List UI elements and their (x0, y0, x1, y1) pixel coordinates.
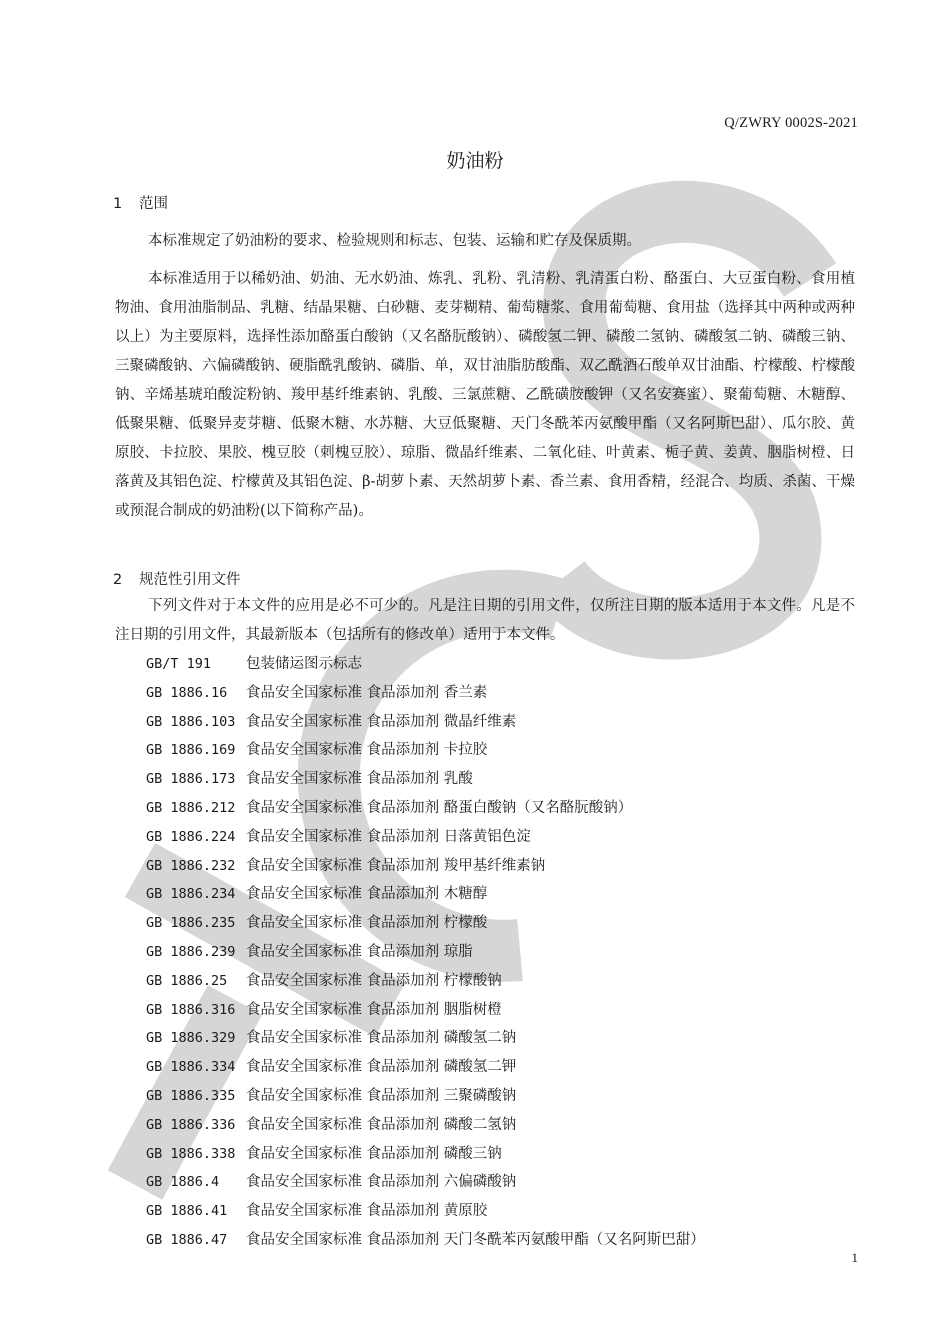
list-item (146, 679, 705, 708)
section-title: 范围 (139, 196, 168, 212)
section-heading-scope (113, 192, 168, 213)
list-item (146, 765, 705, 794)
reference-code: GB 1886.25 (146, 972, 228, 989)
section-number: 1 (113, 196, 123, 212)
reference-title: 食品安全国家标准 食品添加剂 乳酸 (246, 771, 473, 788)
reference-title: 食品安全国家标准 食品添加剂 天门冬酰苯丙氨酸甲酯（又名阿斯巴甜） (246, 1231, 705, 1248)
reference-code: GB 1886.41 (146, 1203, 228, 1220)
list-item (146, 967, 705, 996)
reference-code: GB 1886.4 (146, 1174, 220, 1191)
reference-code: GB 1886.336 (146, 1116, 236, 1133)
reference-title: 食品安全国家标准 食品添加剂 羧甲基纤维素钠 (246, 857, 546, 874)
list-item (146, 938, 705, 967)
reference-code: GB 1886.173 (146, 771, 236, 788)
reference-code: GB 1886.335 (146, 1087, 236, 1104)
reference-code: GB 1886.338 (146, 1145, 236, 1162)
reference-title: 食品安全国家标准 食品添加剂 六偏磷酸钠 (246, 1174, 517, 1191)
list-item (146, 1111, 705, 1140)
reference-title: 食品安全国家标准 食品添加剂 微晶纤维素 (246, 713, 517, 730)
reference-title: 食品安全国家标准 食品添加剂 日落黄铝色淀 (246, 828, 531, 845)
reference-title: 包装储运图示标志 (246, 656, 362, 672)
list-item (146, 823, 705, 852)
list-item (146, 852, 705, 881)
list-item (146, 1197, 705, 1226)
list-item (146, 736, 705, 765)
reference-title: 食品安全国家标准 食品添加剂 卡拉胶 (246, 742, 488, 759)
scope-paragraph-1: 本标准规定了奶油粉的要求、检验规则和标志、包装、运输和贮存及保质期。 (148, 233, 641, 249)
reference-code: GB 1886.334 (146, 1059, 236, 1076)
section-title: 规范性引用文件 (139, 572, 241, 588)
reference-code: GB 1886.224 (146, 828, 236, 845)
list-item (146, 1140, 705, 1169)
list-item (146, 1024, 705, 1053)
list-item (146, 1226, 705, 1255)
list-item (146, 650, 705, 679)
list-item (146, 1082, 705, 1111)
reference-title: 食品安全国家标准 食品添加剂 三聚磷酸钠 (246, 1087, 517, 1104)
section-number: 2 (113, 572, 123, 588)
reference-title: 食品安全国家标准 食品添加剂 黄原胶 (246, 1203, 488, 1220)
list-item (146, 1053, 705, 1082)
page-number: 1 (851, 1250, 858, 1265)
reference-list (146, 650, 705, 1255)
reference-code: GB 1886.232 (146, 857, 236, 874)
reference-title: 食品安全国家标准 食品添加剂 柠檬酸钠 (246, 972, 502, 989)
reference-code: GB 1886.103 (146, 713, 236, 730)
standard-code: Q/ZWRY 0002S-2021 (724, 115, 858, 131)
list-item (146, 708, 705, 737)
references-intro-paragraph: 下列文件对于本文件的应用是必不可少的。凡是注日期的引用文件，仅所注日期的版本适用于本文件。凡是不注日期的引用文件，其最新版本（包括所有的修改单）适用于本文件。 (115, 598, 855, 643)
reference-code: GB/T 191 (146, 656, 212, 672)
reference-code: GB 1886.16 (146, 684, 228, 701)
page-title: 奶油粉 (446, 150, 504, 172)
reference-title: 食品安全国家标准 食品添加剂 胭脂树橙 (246, 1001, 502, 1018)
list-item (146, 909, 705, 938)
reference-code: GB 1886.329 (146, 1030, 236, 1047)
reference-code: GB 1886.239 (146, 943, 236, 960)
reference-title: 食品安全国家标准 食品添加剂 香兰素 (246, 684, 488, 701)
list-item (146, 880, 705, 909)
list-item (146, 794, 705, 823)
list-item (146, 1168, 705, 1197)
reference-code: GB 1886.234 (146, 886, 236, 903)
reference-code: GB 1886.47 (146, 1231, 228, 1248)
reference-title: 食品安全国家标准 食品添加剂 磷酸二氢钠 (246, 1116, 517, 1133)
reference-code: GB 1886.316 (146, 1001, 236, 1018)
reference-title: 食品安全国家标准 食品添加剂 磷酸氢二钠 (246, 1030, 517, 1047)
reference-title: 食品安全国家标准 食品添加剂 木糖醇 (246, 886, 488, 903)
section-heading-references (113, 568, 241, 589)
reference-title: 食品安全国家标准 食品添加剂 琼脂 (246, 943, 473, 960)
reference-code: GB 1886.169 (146, 742, 236, 759)
reference-title: 食品安全国家标准 食品添加剂 酪蛋白酸钠（又名酪朊酸钠） (246, 799, 633, 816)
reference-title: 食品安全国家标准 食品添加剂 磷酸三钠 (246, 1145, 502, 1162)
reference-title: 食品安全国家标准 食品添加剂 磷酸氢二钾 (246, 1059, 517, 1076)
list-item (146, 996, 705, 1025)
reference-title: 食品安全国家标准 食品添加剂 柠檬酸 (246, 915, 488, 932)
reference-code: GB 1886.235 (146, 915, 236, 932)
scope-paragraph-2: 本标准适用于以稀奶油、奶油、无水奶油、炼乳、乳粉、乳清粉、乳清蛋白粉、酪蛋白、大豆蛋白粉、食用植物油、食用油脂制品、乳糖、结晶果糖、白砂糖、麦芽糊精、葡萄糖浆、食用葡萄糖、食用盐（选择其中两种或两种以上）为主要原料，选择性添加酪蛋白酸钠（又名酪朊酸钠）、磷酸氢二钾、磷酸二氢钠、磷酸氢二钠、磷酸三钠、三聚磷酸钠、六偏磷酸钠、硬脂酰乳酸钠、磷脂、单，双甘油脂肪酸酯、双乙酰酒石酸单双甘油酯、柠檬酸、柠檬酸钠、辛烯基琥珀酸淀粉钠、羧甲基纤维素钠、乳酸、三氯蔗糖、乙酰磺胺酸钾（又名安赛蜜）、聚葡萄糖、木糖醇、低聚果糖、低聚异麦芽糖、低聚木糖、水苏糖、大豆低聚糖、天门冬酰苯丙氨酸甲酯（又名阿斯巴甜）、瓜尔胶、黄原胶、卡拉胶、果胶、槐豆胶（刺槐豆胶）、琼脂、微晶纤维素、二氧化硅、叶黄素、栀子黄、姜黄、胭脂树橙、日落黄及其铝色淀、柠檬黄及其铝色淀、β-胡萝卜素、天然胡萝卜素、香兰素、食用香精，经混合、均质、杀菌、干燥或预混合制成的奶油粉(以下简称产品)。 (115, 271, 855, 519)
reference-code: GB 1886.212 (146, 799, 236, 816)
